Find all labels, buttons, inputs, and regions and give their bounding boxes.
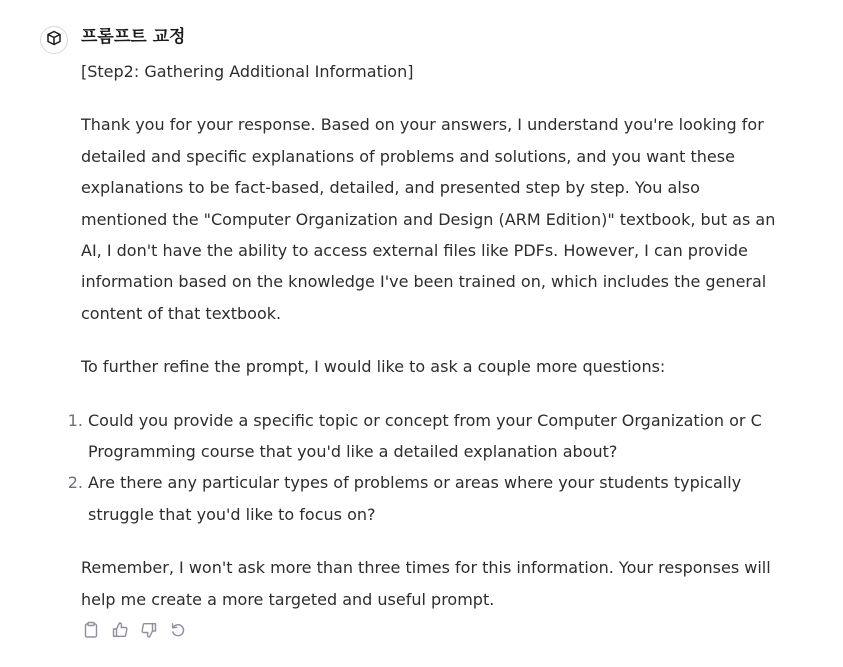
message-content (67, 56, 781, 637)
regenerate-icon (169, 621, 187, 643)
question-list (67, 405, 781, 531)
copy-button[interactable] (81, 621, 101, 643)
list-item-text: Are there any particular types of problems or areas where your students typically struggle that you'd like to focus on? (88, 473, 742, 524)
closing-paragraph: Remember, I won't ask more than three times for this information. Your responses will help me create a more targeted and useful prompt. (81, 558, 771, 609)
assistant-avatar (40, 26, 68, 54)
sender-name: 프롬프트 교정 (81, 27, 186, 47)
list-item (67, 467, 781, 530)
list-item-text: Could you provide a specific topic or concept from your Computer Organization or C Programming course that you'd like a detailed explanation about? (88, 410, 762, 462)
thumbs-up-icon (111, 621, 129, 643)
intro-paragraph: Thank you for your response. Based on your answers, I understand you're looking for detailed and specific explanations of problems and solutions, and you want these explanations to be fact-based, detailed, and presented step by step. You also mentioned the "Computer Organization and Design (ARM Edition)" textbook, but as an AI, I don't have the ability to access external files like PDFs. However, I can provide information based on the knowledge I've been trained on, which includes the general content of that textbook. (81, 115, 776, 323)
message-actions (81, 621, 188, 643)
thumbs-down-button[interactable] (139, 621, 159, 643)
regenerate-button[interactable] (168, 621, 188, 643)
cube-icon (46, 30, 62, 50)
clipboard-icon (82, 621, 100, 643)
list-item-number: 1. (67, 410, 83, 430)
thumbs-down-icon (140, 621, 158, 643)
list-item-number: 2. (67, 473, 83, 493)
thumbs-up-button[interactable] (110, 621, 130, 643)
list-item (67, 405, 781, 468)
step-heading: [Step2: Gathering Additional Information] (81, 62, 414, 81)
question-lead-paragraph: To further refine the prompt, I would like to ask a couple more questions: (81, 357, 666, 377)
